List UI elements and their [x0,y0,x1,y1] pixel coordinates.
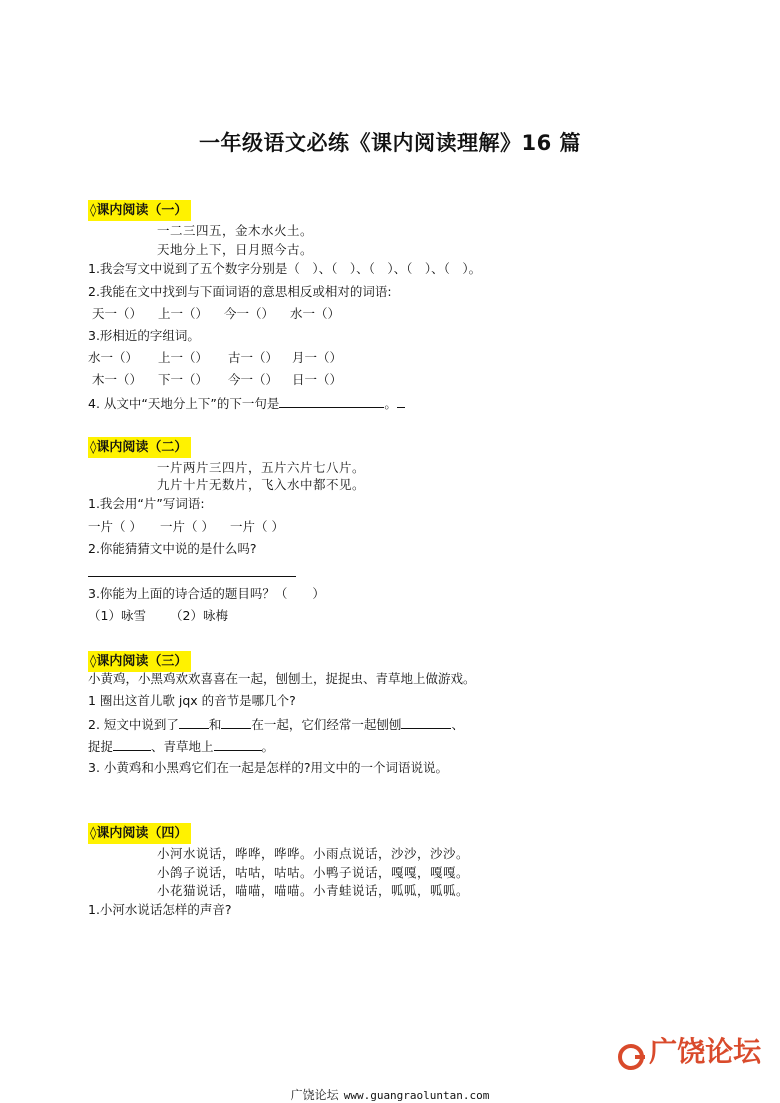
answer-blank[interactable] [401,715,451,729]
word-item: 水一（） [290,306,341,321]
answer-line[interactable] [88,576,296,577]
answer-blank[interactable] [221,715,251,729]
question-text: 捉捉 [88,739,114,754]
option: （2）咏梅 [170,608,228,623]
footer-url[interactable]: www.guangraoluntan.com [343,1089,490,1102]
footer-site-name: 广饶论坛 [290,1088,339,1102]
question: 1 圈出这首儿歌 jqx 的音节是哪几个? [88,693,296,708]
passage-text: 小黄鸡，小黑鸡欢欢喜喜在一起，刨刨土，捉捉虫、青草地上做游戏。 [88,671,476,686]
footer [0,1084,780,1103]
question-text: 。 [384,396,397,411]
question-text: 。 [261,739,275,754]
question: 3.你能为上面的诗合适的题目吗？（ ） [88,586,325,601]
question-text: 在一起，它们经常一起刨刨 [251,717,402,732]
poem-line: 天地分上下，日月照今古。 [157,242,314,257]
word-item: 上一（） [158,350,209,365]
question: 1.我会写文中说到了五个数字分别是（ ）、（ ）、（ ）、（ ）、（ ）。 [88,261,482,276]
answer-blank[interactable] [179,715,209,729]
question-text: 和 [208,717,222,732]
question [88,715,464,734]
word-item: 今一（） [228,372,279,387]
poem-line: 一片两片三四片，五片六片七八片。 [157,460,366,475]
poem-line: 九片十片无数片，飞入水中都不见。 [157,477,366,492]
question: 1.我会用“片”写词语: [88,496,205,511]
section-heading-4: ◊课内阅读（四） [88,823,191,844]
option: （1）咏雪 [88,608,146,623]
poem-line: 小鸽子说话，咕咕，咕咕。小鸭子说话，嘎嘎，嘎嘎。 [157,865,470,880]
question: 2.我能在文中找到与下面词语的意思相反或相对的词语: [88,284,392,299]
section-heading-1: ◊课内阅读（一） [88,200,191,221]
question-text: 、青草地上 [151,739,214,754]
word-item: 日一（） [292,372,343,387]
answer-blank[interactable] [397,394,405,408]
logo-icon [618,1044,644,1070]
word-item: 一片（ ） [88,519,142,534]
word-item: 月一（） [292,350,343,365]
question [88,737,274,756]
word-item: 上一（） [158,306,209,321]
question: 1.小河水说话怎样的声音? [88,902,232,917]
question-text: 2. 短文中说到了 [88,717,179,732]
question-text: 、 [451,717,464,732]
answer-blank[interactable] [113,737,151,751]
answer-blank[interactable] [279,394,384,408]
word-item: 今一（） [224,306,275,321]
section-heading-2: ◊课内阅读（二） [88,437,191,458]
word-item: 木一（） [92,372,143,387]
word-item: 一片（ ） [230,519,284,534]
page-title: 一年级语文必练《课内阅读理解》16 篇 [198,131,582,155]
word-item: 下一（） [158,372,209,387]
question: 2.你能猜猜文中说的是什么吗? [88,541,257,556]
poem-line: 小花猫说话，喵喵，喵喵。小青蛙说话，呱呱，呱呱。 [157,883,470,898]
word-item: 一片（ ） [160,519,214,534]
word-item: 水一（） [88,350,139,365]
logo-text: 广饶论坛 [649,1035,762,1068]
word-item: 天一（） [92,306,143,321]
poem-line: 一二三四五，金木水火土。 [157,223,314,238]
question [88,394,405,413]
answer-blank[interactable] [214,737,262,751]
site-logo [618,1030,761,1070]
question: 3. 小黄鸡和小黑鸡它们在一起是怎样的?用文中的一个词语说说。 [88,760,449,775]
word-item: 古一（） [228,350,279,365]
poem-line: 小河水说话，哗哗，哗哗。小雨点说话，沙沙，沙沙。 [157,846,470,861]
question: 3.形相近的字组词。 [88,328,200,343]
section-heading-3: ◊课内阅读（三） [88,651,191,672]
question-text: 4. 从文中“天地分上下”的下一句是 [88,396,280,411]
